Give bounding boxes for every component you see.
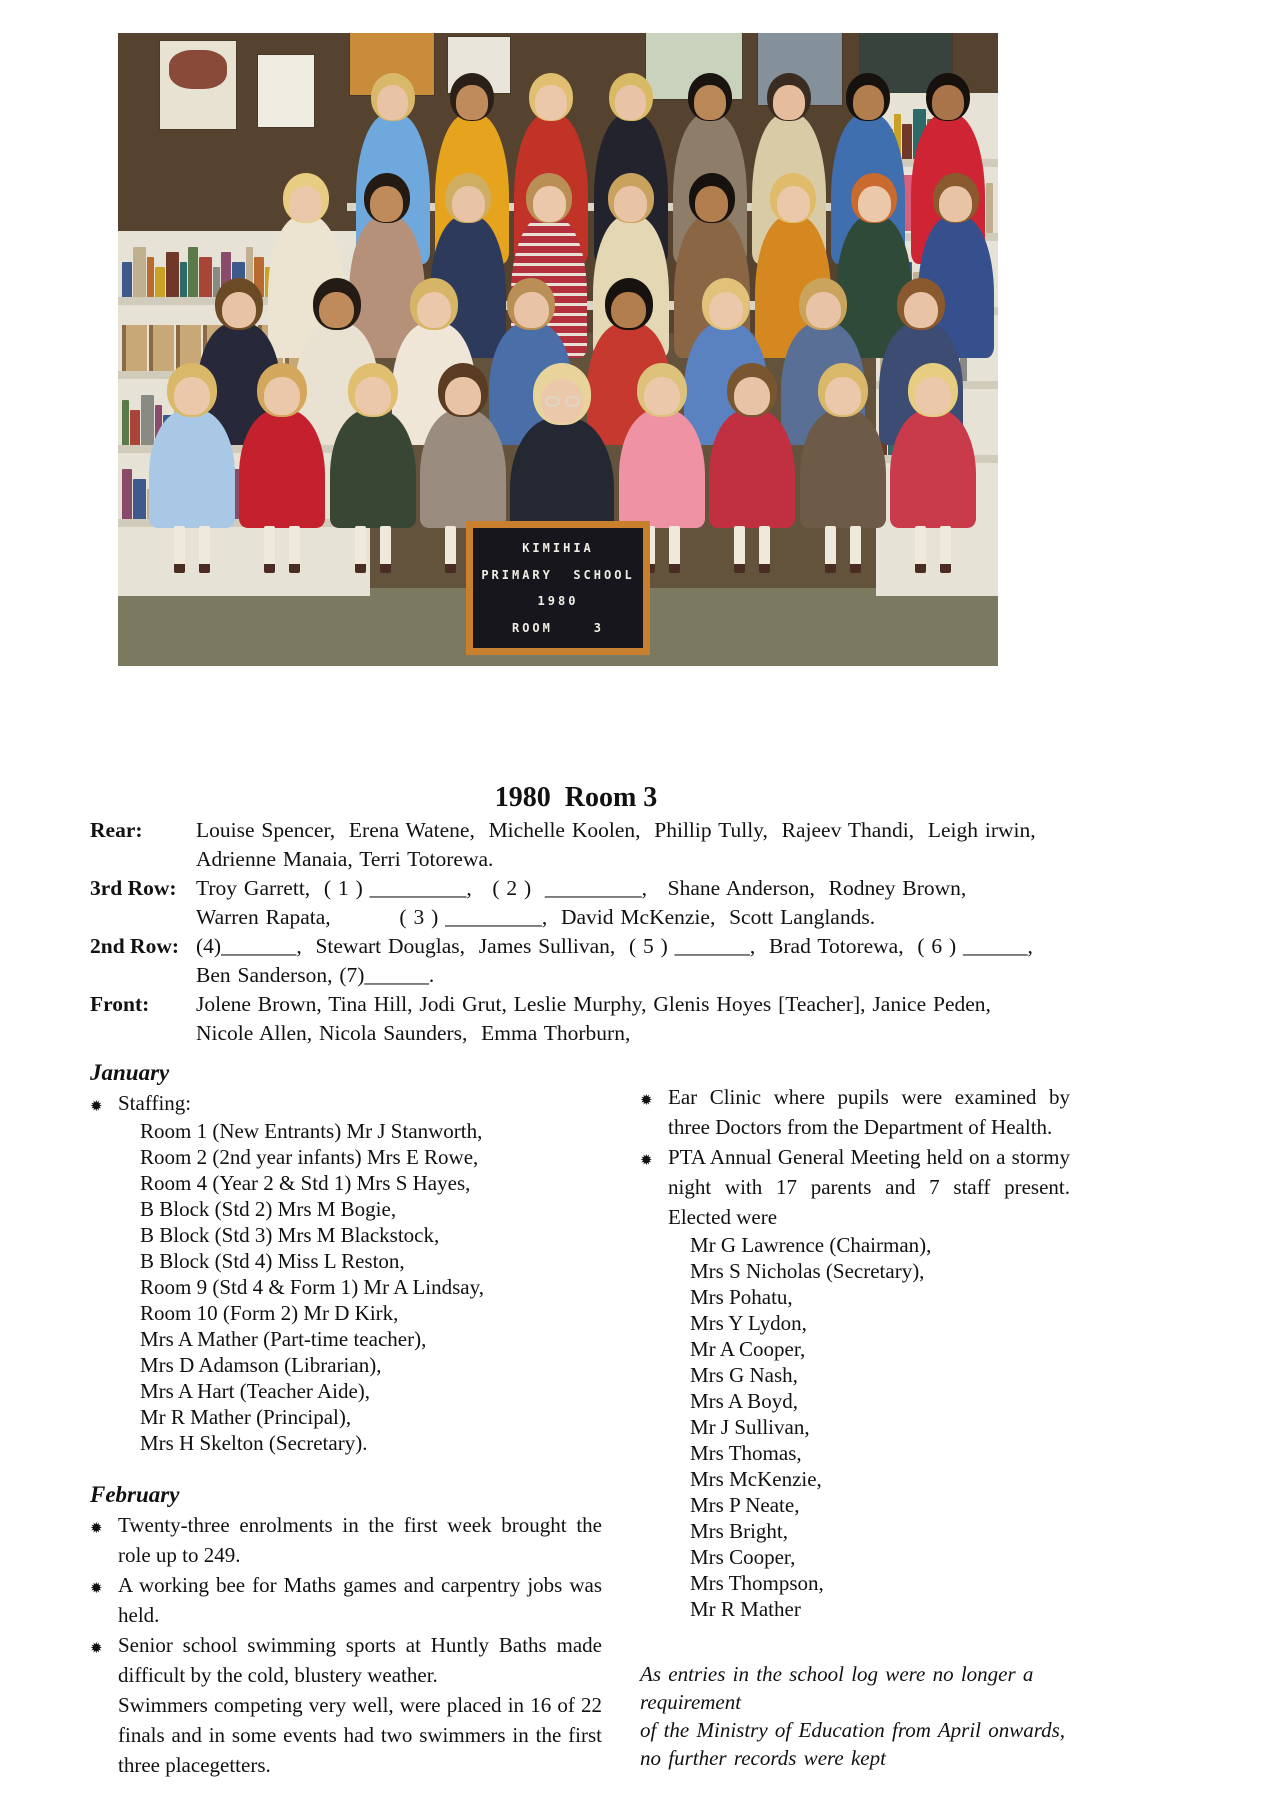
figure-face	[734, 377, 770, 415]
figure-leg	[445, 526, 456, 573]
figure-face	[514, 292, 549, 329]
figure-leg	[759, 526, 770, 573]
caption-row	[90, 874, 1076, 932]
figure-leg	[940, 526, 951, 573]
page-title: 1980 Room 3	[494, 782, 658, 813]
bullet-star-icon: ✹	[90, 1519, 103, 1537]
log-entry	[90, 1630, 602, 1690]
figure-head	[438, 363, 488, 417]
figure-head	[410, 278, 458, 330]
figure-face	[915, 377, 951, 415]
caption-row-label: 3rd Row:	[90, 876, 177, 900]
log-entry-text: A working bee for Maths games and carpentry jobs was held.	[118, 1573, 602, 1627]
glasses-icon	[545, 396, 580, 407]
book-spine	[122, 400, 129, 445]
figure-leg	[174, 526, 185, 573]
figure-head	[933, 173, 979, 223]
figure-face	[264, 377, 300, 415]
figure-head	[851, 173, 897, 223]
list-line: Room 10 (Form 2) Mr D Kirk,	[140, 1301, 399, 1325]
log-entry	[90, 1570, 602, 1630]
caption-row-lines	[196, 874, 1076, 932]
log-entry	[90, 1510, 602, 1570]
book-spine	[122, 469, 132, 519]
figure-head	[767, 73, 811, 121]
month-heading: February	[90, 1482, 180, 1507]
caption-line: Warren Rapata, ( 3 ) _________, David McKenzie, Scott Langlands.	[196, 905, 876, 929]
caption-name-list	[90, 816, 1076, 1048]
list-line: B Block (Std 2) Mrs M Bogie,	[140, 1197, 397, 1221]
list-line: Room 1 (New Entrants) Mr J Stanworth,	[140, 1119, 483, 1143]
blackboard-sign	[466, 521, 650, 655]
student-figure	[709, 363, 795, 591]
figure-torso	[709, 410, 795, 528]
indented-name-list	[140, 1118, 602, 1456]
bullet-star-icon: ✹	[90, 1097, 103, 1115]
list-line: Mrs D Adamson (Librarian),	[140, 1353, 382, 1377]
figure-face	[377, 85, 409, 119]
figure-head	[608, 173, 654, 223]
caption-line: Ben Sanderson, (7)______.	[196, 963, 435, 987]
student-figure	[239, 363, 325, 591]
list-line: Mrs P Neate,	[690, 1493, 800, 1517]
figure-head	[533, 363, 591, 425]
book-spine	[130, 410, 140, 445]
student-figure	[890, 363, 976, 591]
figure-face	[370, 186, 403, 222]
figure-legs	[264, 526, 300, 573]
log-entry	[90, 1088, 602, 1118]
figure-head	[450, 73, 494, 121]
figure-face	[533, 186, 566, 222]
log-columns	[90, 1058, 1182, 1780]
figure-legs	[825, 526, 861, 573]
figure-head	[818, 363, 868, 417]
figure-leg	[669, 526, 680, 573]
figure-head	[257, 363, 307, 417]
figure-face	[456, 85, 488, 119]
figure-face	[541, 379, 583, 423]
magazine-box	[122, 325, 147, 371]
student-figure	[330, 363, 416, 591]
caption-row-lines	[196, 990, 1076, 1048]
figure-torso	[800, 410, 886, 528]
student-figure	[800, 363, 886, 591]
caption-row-label: Rear:	[90, 818, 143, 842]
list-line: Mrs Thompson,	[690, 1571, 824, 1595]
figure-face	[694, 85, 726, 119]
figure-head	[313, 278, 361, 330]
log-entry-continuation: Swimmers competing very well, were placed in 16 of 22 finals and in some events had two swimmers in the first three placegetters.	[118, 1693, 602, 1777]
caption-line: Adrienne Manaia, Terri Totorewa.	[196, 847, 494, 871]
figure-face	[445, 377, 481, 415]
figure-head	[529, 73, 573, 121]
figure-face	[773, 85, 805, 119]
figure-face	[615, 85, 647, 119]
list-line: Mrs Y Lydon,	[690, 1311, 807, 1335]
caption-row	[90, 816, 1076, 874]
list-line: B Block (Std 3) Mrs M Blackstock,	[140, 1223, 440, 1247]
figure-head	[609, 73, 653, 121]
caption-row-lines	[196, 816, 1076, 874]
list-line: Room 4 (Year 2 & Std 1) Mrs S Hayes,	[140, 1171, 471, 1195]
note-line: of the Ministry of Education from April onwards,	[640, 1718, 1066, 1742]
figure-head	[526, 173, 572, 223]
figure-legs	[174, 526, 210, 573]
figure-face	[825, 377, 861, 415]
figure-face	[614, 186, 647, 222]
class-photo	[118, 33, 998, 666]
figure-head	[846, 73, 890, 121]
figure-head	[770, 173, 816, 223]
figure-leg	[825, 526, 836, 573]
figure-legs	[355, 526, 391, 573]
book-spine	[180, 262, 187, 297]
book-spine	[155, 267, 165, 297]
figure-face	[932, 85, 964, 119]
figure-face	[289, 186, 322, 222]
book-spine	[133, 479, 146, 519]
figure-head	[897, 278, 945, 330]
list-line: Mrs A Boyd,	[690, 1389, 798, 1413]
figure-face	[709, 292, 744, 329]
list-line: Mrs Pohatu,	[690, 1285, 793, 1309]
month-heading: January	[90, 1060, 170, 1085]
figure-leg	[199, 526, 210, 573]
figure-head	[507, 278, 555, 330]
figure-torso	[619, 410, 705, 528]
book-spine	[166, 252, 179, 297]
book-spine	[147, 257, 154, 297]
log-entry-text: Senior school swimming sports at Huntly Baths made difficult by the cold, blustery weather.	[118, 1633, 602, 1687]
bullet-star-icon: ✹	[640, 1091, 653, 1109]
figure-torso	[149, 410, 235, 528]
list-line: Mrs Thomas,	[690, 1441, 802, 1465]
figure-face	[777, 186, 810, 222]
caption-row	[90, 990, 1076, 1048]
caption-line: Jolene Brown, Tina Hill, Jodi Grut, Leslie Murphy, Glenis Hoyes [Teacher], Janice Peden,	[196, 992, 991, 1016]
log-entry-text: Staffing:	[118, 1091, 192, 1115]
book-spine	[122, 262, 132, 297]
caption-line: Louise Spencer, Erena Watene, Michelle Koolen, Phillip Tully, Rajeev Thandi, Leigh irwin,	[196, 818, 1036, 842]
sign-text-line: KIMIHIA	[522, 540, 594, 555]
figure-head	[727, 363, 777, 417]
figure-face	[904, 292, 939, 329]
figure-face	[695, 186, 728, 222]
closing-note	[640, 1660, 1070, 1772]
list-line: B Block (Std 4) Miss L Reston,	[140, 1249, 405, 1273]
figure-head	[908, 363, 958, 417]
list-line: Mrs A Hart (Teacher Aide),	[140, 1379, 371, 1403]
figure-face	[611, 292, 646, 329]
figure-leg	[915, 526, 926, 573]
list-line: Mrs McKenzie,	[690, 1467, 822, 1491]
list-line: Mrs Cooper,	[690, 1545, 796, 1569]
figure-torso	[420, 410, 506, 528]
figure-head	[926, 73, 970, 121]
list-line: Room 9 (Std 4 & Form 1) Mr A Lindsay,	[140, 1275, 484, 1299]
list-line: Mr J Sullivan,	[690, 1415, 810, 1439]
figure-torso	[890, 410, 976, 528]
caption-line: (4)_______, Stewart Douglas, James Sullivan, ( 5 ) _______, Brad Totorewa, ( 6 ) ______,	[196, 934, 1033, 958]
log-entry-text: PTA Annual General Meeting held on a stormy night with 17 parents and 7 staff present. Elected were	[668, 1145, 1070, 1229]
figure-head	[689, 173, 735, 223]
list-line: Mr R Mather	[690, 1597, 801, 1621]
log-column-left	[90, 1058, 602, 1780]
figure-face	[319, 292, 354, 329]
figure-leg	[355, 526, 366, 573]
bullet-star-icon: ✹	[640, 1151, 653, 1169]
figure-face	[853, 85, 885, 119]
list-line: Mr G Lawrence (Chairman),	[690, 1233, 932, 1257]
list-line: Room 2 (2nd year infants) Mrs E Rowe,	[140, 1145, 479, 1169]
list-line: Mrs S Nicholas (Secretary),	[690, 1259, 925, 1283]
indented-name-list	[690, 1232, 1070, 1622]
caption-line: Nicole Allen, Nicola Saunders, Emma Thorburn,	[196, 1021, 631, 1045]
figure-head	[605, 278, 653, 330]
figure-face	[174, 377, 210, 415]
figure-head	[688, 73, 732, 121]
figure-face	[452, 186, 485, 222]
list-line: Mr A Cooper,	[690, 1337, 806, 1361]
caption-line: Troy Garrett, ( 1 ) _________, ( 2 ) _________, Shane Anderson, Rodney Brown,	[196, 876, 967, 900]
figure-leg	[289, 526, 300, 573]
figure-head	[167, 363, 217, 417]
figure-leg	[380, 526, 391, 573]
figure-face	[417, 292, 452, 329]
figure-leg	[264, 526, 275, 573]
figure-head	[445, 173, 491, 223]
figure-torso	[330, 410, 416, 528]
figure-face	[858, 186, 891, 222]
log-entry	[640, 1082, 1070, 1142]
figure-face	[355, 377, 391, 415]
figure-leg	[734, 526, 745, 573]
log-entry	[640, 1142, 1070, 1232]
figure-head	[215, 278, 263, 330]
sign-text-line: ROOM 3	[511, 621, 605, 636]
list-line: Mrs Bright,	[690, 1519, 789, 1543]
log-column-right	[640, 1058, 1070, 1780]
figure-face	[644, 377, 680, 415]
list-line: Mr R Mather (Principal),	[140, 1405, 352, 1429]
figure-head	[283, 173, 329, 223]
list-line: Mrs G Nash,	[690, 1363, 798, 1387]
figure-face	[939, 186, 972, 222]
log-entry-text: Ear Clinic where pupils were examined by three Doctors from the Department of Health.	[668, 1085, 1070, 1139]
figure-head	[799, 278, 847, 330]
figure-legs	[915, 526, 951, 573]
figure-legs	[734, 526, 770, 573]
caption-row	[90, 932, 1076, 990]
caption-row-label: 2nd Row:	[90, 934, 180, 958]
figure-head	[702, 278, 750, 330]
figure-torso	[239, 410, 325, 528]
figure-face	[222, 292, 257, 329]
figure-leg	[850, 526, 861, 573]
figure-head	[364, 173, 410, 223]
log-entry-text: Twenty-three enrolments in the first week brought the role up to 249.	[118, 1513, 602, 1567]
sign-text-line: 1980	[537, 594, 579, 609]
note-line: no further records were kept	[640, 1746, 886, 1770]
caption-row-label: Front:	[90, 992, 150, 1016]
bullet-star-icon: ✹	[90, 1639, 103, 1657]
list-line: Mrs H Skelton (Secretary).	[140, 1431, 368, 1455]
figure-face	[806, 292, 841, 329]
figure-head	[371, 73, 415, 121]
figure-head	[637, 363, 687, 417]
sign-text-line: PRIMARY SCHOOL	[481, 567, 635, 582]
book-spine	[133, 247, 146, 297]
caption-row-lines	[196, 932, 1076, 990]
figure-head	[348, 363, 398, 417]
figure-face	[535, 85, 567, 119]
student-figure	[149, 363, 235, 591]
list-line: Mrs A Mather (Part-time teacher),	[140, 1327, 427, 1351]
note-line: As entries in the school log were no longer a requirement	[640, 1662, 1034, 1714]
bullet-star-icon: ✹	[90, 1579, 103, 1597]
